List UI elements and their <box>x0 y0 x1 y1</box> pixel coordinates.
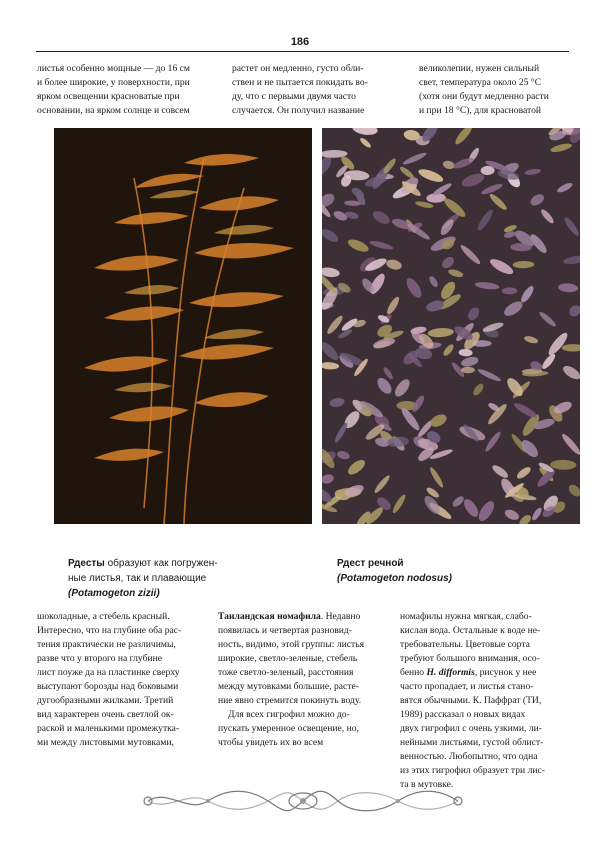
bottom-column-3 <box>400 610 580 792</box>
photo-potamogeton-zizii <box>54 128 312 524</box>
text-line: из этих гигрофил образует три лис- <box>400 765 545 776</box>
text-line: появилась и четвертая разновид- <box>218 625 353 636</box>
text-fragment: . Недавно <box>320 611 361 622</box>
page-number: 186 <box>290 36 310 48</box>
text-line: выступают борозды над боковыми <box>37 681 179 692</box>
text-line: и при 18 °С), для красноватой <box>419 105 542 116</box>
top-column-3 <box>419 62 579 118</box>
text-line: дугообразными жилками. Третий <box>37 695 174 706</box>
text-line: Для всех гигрофил можно до- <box>228 709 350 720</box>
text-line: требовательны. Цветовые сорта <box>400 639 530 650</box>
header-rule <box>36 51 569 52</box>
footer-ornament <box>138 786 468 816</box>
caption-right-latin: (Potamogeton nodosus) <box>337 573 452 584</box>
text-line: растет он медленно, густо обли- <box>232 63 364 74</box>
text-line: ствен и не пытается покидать во- <box>232 77 368 88</box>
top-column-1 <box>37 62 217 118</box>
photo-potamogeton-nodosus <box>322 128 580 524</box>
text-line: лист поуже да на пластинке сверху <box>37 667 180 678</box>
caption-left-latin: (Potamogeton zizii) <box>68 588 160 599</box>
text-line: требуют большого внимания, осо- <box>400 653 540 664</box>
text-line: разве что у второго на глубине <box>37 653 162 664</box>
text-line: номафилы нужна мягкая, слабо- <box>400 611 532 622</box>
text-line: тения практически не различимы, <box>37 639 176 650</box>
text-line: вид характерен очень светлой ок- <box>37 709 174 720</box>
term-thai-nomaphila: Таиландская номафила <box>218 611 321 622</box>
text-line: листья особенно мощные — до 16 см <box>37 63 191 74</box>
text-line: та в мутовке. <box>400 779 454 790</box>
caption-right-title: Рдест речной <box>337 558 404 569</box>
text-line: между мутовками большие, расте- <box>218 681 359 692</box>
text-line: случается. Он получил название <box>232 105 365 116</box>
text-line: Интересно, что на глубине оба рас- <box>37 625 182 636</box>
caption-left-bold: Рдесты <box>68 558 105 569</box>
text-line: широкие, светло-зеленые, стебель <box>218 653 358 664</box>
text-line: кислая вода. Остальные к воде не- <box>400 625 541 636</box>
text-line: шоколадные, а стебель красный. <box>37 611 170 622</box>
text-line: вятся обычными. К. Паффрат (ТИ, <box>400 695 542 706</box>
bottom-column-2 <box>218 610 398 750</box>
top-column-2 <box>232 62 397 118</box>
text-line: великолепии, нужен сильный <box>419 63 540 74</box>
text-line: тоже светло-зеленый, расстояния <box>218 667 354 678</box>
text-line: (хотя они будут медленно расти <box>419 91 549 102</box>
text-line: часто пропадает, и листья стано- <box>400 681 534 692</box>
caption-left-text-2: ные листья, так и плавающие <box>68 573 207 584</box>
text-fragment: бенно <box>400 667 427 678</box>
text-line: ми между листовыми мутовками, <box>37 737 174 748</box>
text-line: основании, на ярком солнце и совсем <box>37 105 190 116</box>
text-line: ярком освещении красноватые при <box>37 91 180 102</box>
text-line: нейными листьями, густой облист- <box>400 737 544 748</box>
text-line: 1989) рассказал о новых видах <box>400 709 526 720</box>
caption-left <box>68 556 298 601</box>
bottom-column-1 <box>37 610 219 750</box>
text-line: ние явно стремится покинуть воду. <box>218 695 362 706</box>
text-line: чтобы увидеть их во всем <box>218 737 324 748</box>
text-line: пускать умеренное освещение, но, <box>218 723 359 734</box>
term-h-difformis: H. difformis <box>426 667 475 678</box>
text-fragment: , рисунок у нее <box>474 667 537 678</box>
text-line: ду, что с первыми двумя часто <box>232 91 356 102</box>
text-line: двух гигрофил с очень узкими, ли- <box>400 723 542 734</box>
text-line: раской и маленькими промежутка- <box>37 723 180 734</box>
caption-right <box>337 556 567 586</box>
text-line: ность, видимо, этой группы: листья <box>218 639 364 650</box>
caption-left-text: образуют как погружен- <box>104 558 218 569</box>
text-line: свет, температура около 25 °С <box>419 77 542 88</box>
text-line: и более широкие, у поверхности, при <box>37 77 190 88</box>
text-line: венностью. Любопытно, что одна <box>400 751 538 762</box>
